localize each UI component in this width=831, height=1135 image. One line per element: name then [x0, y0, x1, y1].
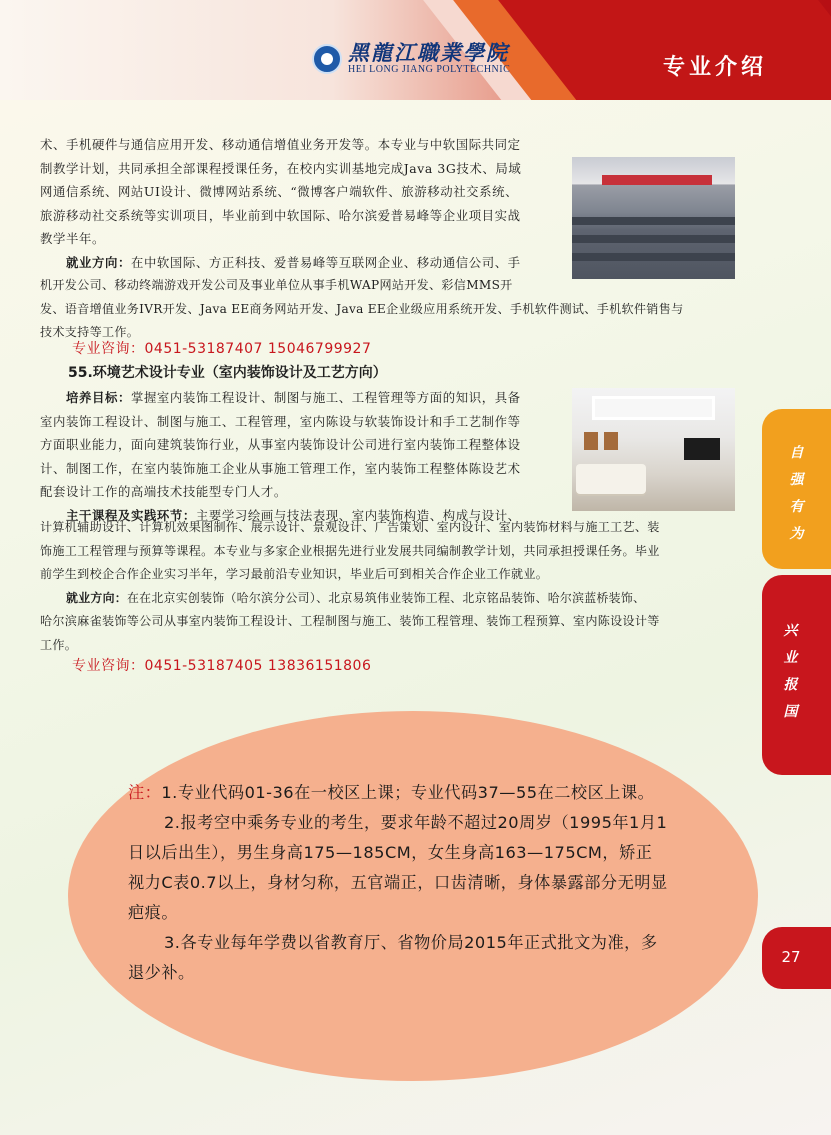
- text-line: 教学半年。: [40, 231, 105, 247]
- college-logo: [312, 42, 510, 75]
- text-line: 发、语音增值业务IVR开发、Java EE商务网站开发、Java EE企业级应用系统开发、手机软件测试、手机软件销售与: [40, 301, 684, 316]
- page-title: 专业介绍: [663, 55, 768, 80]
- text-line: 工作。: [40, 637, 78, 652]
- text-line: 配套设计工作的高端技术技能型专门人才。: [40, 484, 287, 500]
- text-line: 制教学计划，共同承担全部课程授课任务，在校内实训基地完成Java 3G技术、局域: [40, 160, 522, 176]
- text-line: 饰施工工程管理与预算等课程。本专业与多家企业根据先进行业发展共同编制教学计划，共同承担授课任务。毕业: [40, 543, 660, 558]
- note-line-3: 3.各专业每年学费以省教育厅、省物价局2015年正式批文为准，多退少补。: [128, 933, 658, 982]
- text-line: 机开发公司、移动终端游戏开发公司及事业单位从事手机WAP网站开发、彩信MMS开: [40, 278, 513, 292]
- section55-goal: 培养目标：掌握室内装饰工程设计、制图与施工、工程管理等方面的知识，具备 室内装饰工程设计、制图与施工、工程管理，室内陈设与软装饰设计和手工艺制作等 方面职业能力，面向建筑装饰行业，从事室内装饰设计公司进行室内装饰工程整体设 计、制图工作，在室内装饰施工企业从事施工管理工作，室内装饰工程整体陈设艺术 配套设计工作的高端技术技能型专门人才。 主干课程及实践环节：主要学习绘画与技法表现、室内装饰构造、构成与设计、: [40, 386, 560, 528]
- text-line: 技术支持等工作。: [40, 325, 140, 340]
- side-tab-motto-1-text: 自 强 有 为: [789, 445, 804, 542]
- side-tab-motto-2-text: 兴 业 报 国: [783, 623, 798, 720]
- section54-description: [40, 133, 560, 275]
- section54-employment-cont: [40, 274, 740, 345]
- section55-employment: 就业方向：在在北京实创装饰（哈尔滨分公司）、北京易筑伟业装饰工程、北京铭品装饰、哈尔滨蓝桥装饰、: [66, 590, 646, 605]
- section54-employment: 就业方向：在中软国际、方正科技、爱普易峰等互联网企业、移动通信公司、手: [66, 254, 521, 270]
- text-line: 哈尔滨麻雀装饰等公司从事室内装饰工程设计、工程制图与施工、装饰工程管理、装饰工程预算、室内陈设设计等: [40, 614, 660, 629]
- college-name-en: HEI LONG JIANG POLYTECHNIC: [348, 64, 511, 75]
- note-line-2: 2.报考空中乘务专业的考生，要求年龄不超过20周岁（1995年1月1日以后出生），男生身高175—185CM，女生身高163—175CM，矫正视力C表0.7以上，身材匀称，五官端正，口齿清晰，身体暴露部分无明显疤痕。: [128, 813, 668, 922]
- notes-block: [128, 778, 668, 988]
- text-line: 计、制图工作，在室内装饰施工企业从事施工管理工作，室内装饰工程整体陈设艺术: [40, 460, 521, 476]
- section55-course: 主干课程及实践环节：主要学习绘画与技法表现、室内装饰构造、构成与设计、: [66, 507, 521, 523]
- section55-title: 55.环境艺术设计专业（室内装饰设计及工艺方向）: [68, 365, 387, 381]
- page-number: 27: [781, 948, 801, 966]
- text-line: 方面职业能力，面向建筑装饰行业，从事室内装饰设计公司进行室内装饰工程整体设: [40, 437, 521, 453]
- text-line: 计算机辅助设计、计算机效果图制作、展示设计、景观设计、广告策划、室内设计、室内装饰材料与施工工艺、装: [40, 520, 660, 534]
- section55-course-cont: [40, 516, 740, 658]
- college-name-cn: 黑龍江職業學院: [348, 40, 509, 65]
- text-line: 网通信系统、网站UI设计、微博网站系统、“微博客户端软件、旅游移动社交系统、: [40, 184, 519, 200]
- text-line: 前学生到校企合作企业实习半年，学习最前沿专业知识，毕业后可到相关合作企业工作就业。: [40, 567, 549, 582]
- section55-consult-phone: 专业咨询：0451-53187405 13836151806: [72, 658, 372, 674]
- computer-lab-photo: [572, 157, 735, 279]
- interior-design-photo: [572, 388, 735, 511]
- college-emblem-icon: [312, 44, 342, 74]
- note-line-1: 注：1.专业代码01-36在一校区上课；专业代码37—55在二校区上课。: [128, 783, 655, 802]
- text-line: 旅游移动社交系统等实训项目，毕业前到中软国际、哈尔滨爱普易峰等企业项目实战: [40, 207, 521, 223]
- section54-consult-phone: 专业咨询：0451-53187407 15046799927: [72, 341, 372, 357]
- text-line: 术、手机硬件与通信应用开发、移动通信增值业务开发等。本专业与中软国际共同定: [40, 137, 521, 152]
- text-line: 室内装饰工程设计、制图与施工、工程管理，室内陈设与软装饰设计和手工艺制作等: [40, 413, 521, 429]
- page-header: [0, 0, 831, 100]
